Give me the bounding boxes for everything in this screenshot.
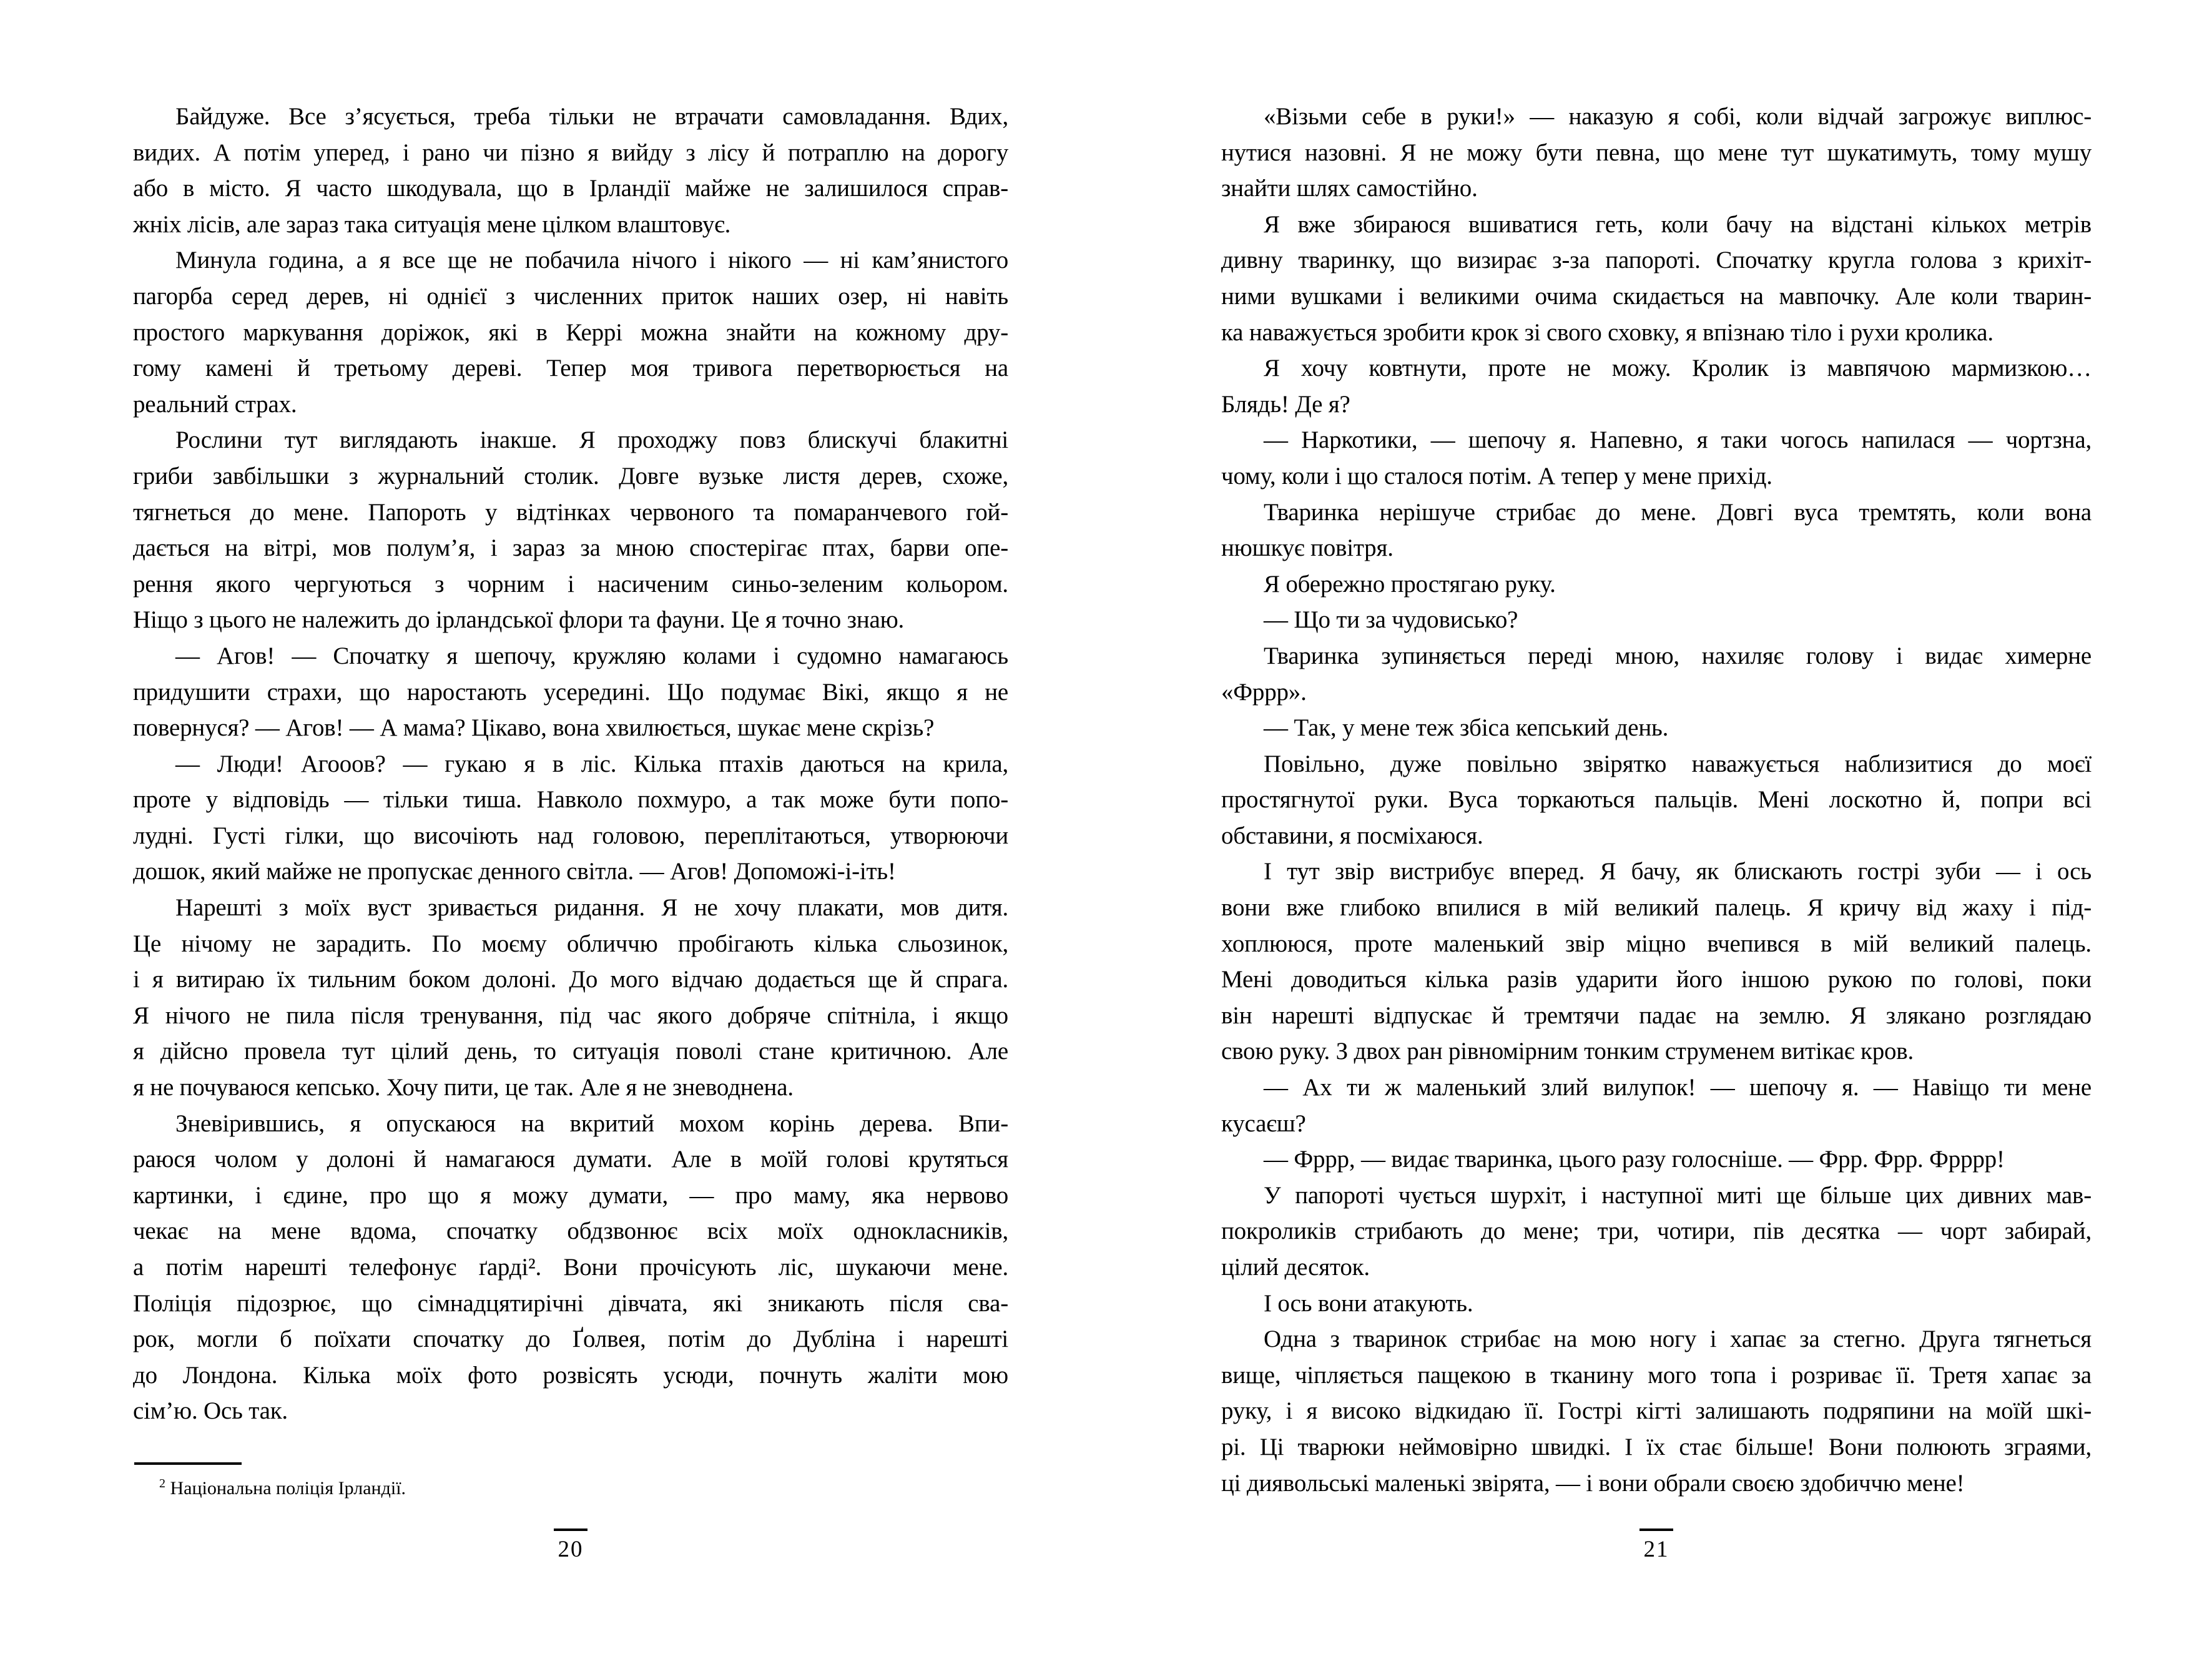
right-page (1221, 0, 2092, 1659)
text-line: свою руку. З двох ран рівномірним тонким струменем витікає кров. (1221, 1038, 1914, 1065)
text-line: вони вже глибоко впилися в мій великий палець. Я кричу від жаху і під- (1221, 894, 2092, 922)
text-line: рення якого чергуються з чорним і насиченим синьо-зеленим кольором. (133, 570, 1008, 598)
paragraph (1221, 495, 2092, 566)
text-line: гому камені й третьому дереві. Тепер моя тривога перетворюється на (133, 355, 1008, 382)
paragraph (1221, 746, 2092, 854)
text-line: я дійсно провела тут цілий день, то ситуація поволі стане критичною. Але (133, 1038, 1008, 1065)
text-line: Мені доводиться кілька разів ударити його іншою рукою по голові, поки (1221, 966, 2092, 993)
text-line: вище, чіпляється пащекою в тканину мого топа і розриває її. Третя хапає за (1221, 1361, 2092, 1389)
text-line: сім’ю. Ось так. (133, 1397, 288, 1425)
text-line: тягнеться до мене. Папороть у відтінках червоного та помаранчевого гой- (133, 498, 1008, 526)
text-line: рі. Ці тварюки неймовірно швидкі. І їх стає більше! Вони полюють зграями, (1221, 1433, 2092, 1460)
paragraph (1221, 638, 2092, 710)
paragraph (1221, 350, 2092, 422)
page-number-value: 21 (1643, 1537, 1669, 1562)
text-line: раюся чолом у долоні й намагаюся думати. Але в моїй голові крутяться (133, 1146, 1008, 1173)
text-line: Блядь! Де я? (1221, 390, 1350, 418)
footnote-marker: 2 (159, 1477, 165, 1490)
left-page-number (133, 1529, 1008, 1563)
text-line: Ніщо з цього не належить до ірландської флори та фауни. Це я точно знаю. (133, 606, 905, 634)
text-line: Тваринка нерішуче стрибає до мене. Довгі вуса тремтять, коли вона (1264, 498, 2092, 526)
footnote (133, 1462, 406, 1501)
paragraph (1221, 1178, 2092, 1286)
text-line: — Наркотики, — шепочу я. Напевно, я таки чогось напилася — чортзна, (1264, 426, 2092, 454)
paragraph (133, 890, 1008, 1106)
text-line: — Фррр, — видає тваринка, цього разу голосніше. — Фрр. Фрр. Фрррр! (1264, 1146, 2005, 1173)
text-line: І тут звір вистрибує вперед. Я бачу, як блискають гострі зуби — і ось (1264, 858, 2092, 885)
paragraph (1221, 422, 2092, 494)
footnote-label: Національна поліція Ірландії. (170, 1478, 406, 1499)
text-line: до Лондона. Кілька моїх фото розвісять усюди, почнуть жаліти мою (133, 1361, 1008, 1389)
text-line: чекає на мене вдома, спочатку обдзвонює всіх моїх однокласників, (133, 1218, 1008, 1245)
text-line: Це нічому не зарадить. По моєму обличчю пробігають кілька сльозинок, (133, 930, 1008, 957)
text-line: обставини, я посміхаюся. (1221, 822, 1483, 849)
text-line: картинки, і єдине, про що я можу думати, — про маму, яка нервово (133, 1181, 1008, 1209)
text-line: нутися назовні. Я не можу бути певна, що мене тут шукатимуть, тому мушу (1221, 139, 2092, 166)
text-line: Я вже збираюся вшиватися геть, коли бачу на відстані кількох метрів (1264, 210, 2092, 238)
text-line: кусаєш? (1221, 1110, 1306, 1137)
footnote-text (133, 1476, 406, 1501)
text-line: Я обережно простягаю руку. (1264, 570, 1556, 598)
paragraph (1221, 854, 2092, 1070)
text-line: «Фррр». (1221, 678, 1307, 706)
text-line: Я нічого не пила після тренування, під час якого добряче спітніла, і якщо (133, 1002, 1008, 1029)
text-line: Рослини тут виглядають інакше. Я проходжу повз блискучі блакитні (175, 426, 1008, 454)
left-page-text (133, 99, 1008, 1429)
text-line: ка наважується зробити крок зі свого сховку, я впізнаю тіло і рухи кролика. (1221, 318, 1993, 346)
text-line: Тваринка зупиняється переді мною, нахиляє голову і видає химерне (1264, 642, 2092, 669)
footnote-divider (134, 1462, 242, 1465)
text-line: Я хочу ковтнути, проте не можу. Кролик із мавпячою мармизкою… (1264, 355, 2092, 382)
text-line: проте у відповідь — тільки тиша. Навколо похмуро, а так може бути попо- (133, 786, 1008, 814)
text-line: Поліція підозрює, що сімнадцятирічні дівчата, які зникають після сва- (133, 1289, 1008, 1317)
text-line: я не почуваюся кепсько. Хочу пити, це так. Але я не зневоднена. (133, 1074, 794, 1101)
paragraph (1221, 566, 2092, 603)
text-line: цілий десяток. (1221, 1254, 1370, 1281)
paragraph (133, 1106, 1008, 1429)
text-line: руку, і я високо відкидаю її. Гострі кігті залишають подряпини на моїй шкі- (1221, 1397, 2092, 1425)
paragraph (1221, 1286, 2092, 1322)
text-line: дається на вітрі, мов полум’я, і зараз за мною спостерігає птах, барви опе- (133, 534, 1008, 562)
paragraph (1221, 602, 2092, 638)
text-line: — Що ти за чудовисько? (1264, 606, 1518, 634)
text-line: знайти шлях самостійно. (1221, 175, 1478, 202)
paragraph (133, 746, 1008, 890)
text-line: видих. А потім уперед, і рано чи пізно я вийду з лісу й потраплю на дорогу (133, 139, 1008, 166)
text-line: хоплююся, проте маленький звір міцно вчепився в мій великий палець. (1221, 930, 2092, 957)
text-line: Одна з тваринок стрибає на мою ногу і хапає за стегно. Друга тягнеться (1264, 1326, 2092, 1353)
text-line: І ось вони атакують. (1264, 1289, 1473, 1317)
page-number-value: 20 (558, 1537, 584, 1562)
text-line: Минула година, а я все ще не побачила нічого і нікого — ні кам’янистого (175, 247, 1008, 274)
paragraph (1221, 1141, 2092, 1178)
left-page (133, 0, 1008, 1659)
text-line: або в місто. Я часто шкодувала, що в Ірландії майже не залишилося справ- (133, 175, 1008, 202)
text-line: Повільно, дуже повільно звірятко наважується наблизитися до моєї (1264, 750, 2092, 777)
text-line: дошок, який майже не пропускає денного світла. — Агов! Допоможі-і-іть! (133, 858, 896, 885)
text-line: придушити страхи, що наростають усередині. Що подумає Вікі, якщо я не (133, 678, 1008, 706)
text-line: Зневірившись, я опускаюся на вкритий мохом корінь дерева. Впи- (175, 1110, 1008, 1137)
text-line: дивну тваринку, що визирає з-за папороті. Спочатку кругла голова з крихіт- (1221, 247, 2092, 274)
text-line: — Агов! — Спочатку я шепочу, кружляю колами і судомно намагаюсь (175, 642, 1008, 669)
paragraph (133, 638, 1008, 746)
paragraph (1221, 1070, 2092, 1141)
text-line: а потім нарешті телефонує ґарді². Вони прочісують ліс, шукаючи мене. (133, 1254, 1008, 1281)
text-line: реальний страх. (133, 390, 297, 418)
text-line: рок, могли б поїхати спочатку до Ґолвея, потім до Дубліна і нарешті (133, 1326, 1008, 1353)
paragraph (133, 422, 1008, 638)
text-line: він нарешті відпускає й тремтячи падає на землю. Я злякано розглядаю (1221, 1002, 2092, 1029)
page-number-rule (1639, 1529, 1673, 1531)
text-line: простягнутої руки. Вуса торкаються пальців. Мені лоскотно й, попри всі (1221, 786, 2092, 814)
text-line: покроликів стрибають до мене; три, чотири, пів десятка — чорт забирай, (1221, 1218, 2092, 1245)
right-page-text (1221, 99, 2092, 1501)
text-line: гриби завбільшки з журнальний столик. Довге вузьке листя дерев, схоже, (133, 462, 1008, 490)
paragraph (1221, 207, 2092, 350)
text-line: Нарешті з моїх вуст зривається ридання. Я не хочу плакати, мов дитя. (175, 894, 1008, 922)
text-line: чому, коли і що сталося потім. А тепер у мене прихід. (1221, 462, 1772, 490)
text-line: лудні. Густі гілки, що височіють над головою, переплітаються, утворюючи (133, 822, 1008, 849)
text-line: нюшкує повітря. (1221, 534, 1394, 562)
paragraph (1221, 99, 2092, 207)
paragraph (1221, 710, 2092, 746)
text-line: і я витираю їх тильним боком долоні. До мого відчаю додається ще й спрага. (133, 966, 1008, 993)
text-line: — Так, у мене теж збіса кепський день. (1264, 714, 1669, 742)
paragraph (1221, 1321, 2092, 1501)
text-line: ними вушками і великими очима скидається на мавпочку. Але коли тварин- (1221, 282, 2092, 310)
text-line: ці диявольські маленькі звірята, — і вони обрали своєю здобиччю мене! (1221, 1469, 1965, 1497)
text-line: — Ах ти ж маленький злий вилупок! — шепочу я. — Навіщо ти мене (1264, 1074, 2092, 1101)
right-page-number (1221, 1529, 2092, 1563)
text-line: Байдуже. Все з’ясується, треба тільки не втрачати самовладання. Вдих, (175, 103, 1008, 130)
text-line: простого маркування доріжок, які в Керрі можна знайти на кожному дру- (133, 318, 1008, 346)
text-line: У папороті чується шурхіт, і наступної миті ще більше цих дивних мав- (1264, 1181, 2092, 1209)
paragraph (133, 99, 1008, 242)
text-line: «Візьми себе в руки!» — наказую я собі, коли відчай загрожує виплюс- (1264, 103, 2092, 130)
text-line: повернуся? — Агов! — А мама? Цікаво, вона хвилюється, шукає мене скрізь? (133, 714, 935, 742)
page-number-rule (554, 1529, 587, 1531)
paragraph (133, 242, 1008, 422)
text-line: — Люди! Агооов? — гукаю я в ліс. Кілька птахів даються на крила, (175, 750, 1008, 777)
text-line: пагорба серед дерев, ні однієї з численних приток наших озер, ні навіть (133, 282, 1008, 310)
text-line: жніх лісів, але зараз така ситуація мене цілком влаштовує. (133, 210, 731, 238)
